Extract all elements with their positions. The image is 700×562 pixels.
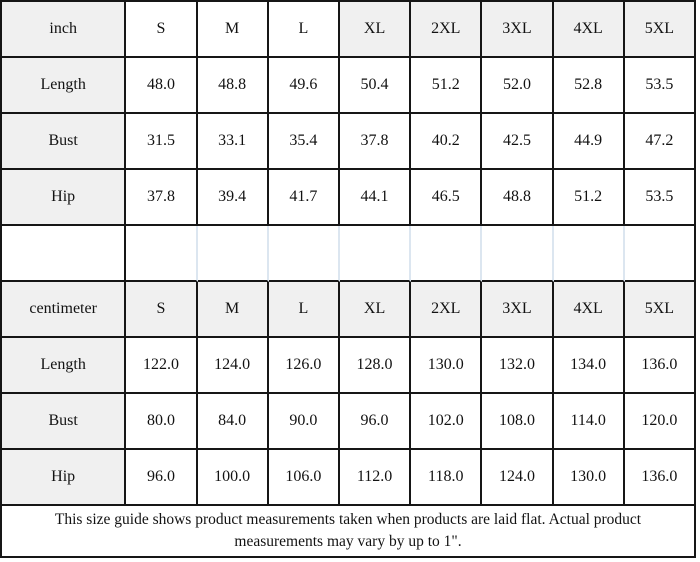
centimeter-length-row: [2, 338, 696, 394]
value-cell: 122.0: [126, 338, 197, 394]
size-header-cell: M: [198, 282, 269, 338]
size-header-cell: S: [126, 2, 197, 58]
empty-cell: [554, 226, 625, 282]
size-header-cell: 2XL: [411, 282, 482, 338]
size-header-cell: 2XL: [411, 2, 482, 58]
value-cell: 132.0: [482, 338, 553, 394]
value-cell: 90.0: [269, 394, 340, 450]
size-header-cell: L: [269, 282, 340, 338]
centimeter-bust-row: [2, 394, 696, 450]
value-cell: 136.0: [625, 450, 696, 506]
value-cell: 102.0: [411, 394, 482, 450]
value-cell: 41.7: [269, 170, 340, 226]
value-cell: 50.4: [340, 58, 411, 114]
value-cell: 44.1: [340, 170, 411, 226]
value-cell: 128.0: [340, 338, 411, 394]
size-header-cell: S: [126, 282, 197, 338]
value-cell: 130.0: [411, 338, 482, 394]
inch-header-row: [2, 2, 696, 58]
spacer-row: [2, 226, 696, 282]
note-cell: [2, 506, 696, 558]
value-cell: 44.9: [554, 114, 625, 170]
note-row: [2, 506, 696, 558]
value-cell: 48.8: [482, 170, 553, 226]
unit-cell-inch: inch: [2, 2, 126, 58]
value-cell: 53.5: [625, 170, 696, 226]
empty-cell: [269, 226, 340, 282]
value-cell: 124.0: [482, 450, 553, 506]
value-cell: 46.5: [411, 170, 482, 226]
value-cell: 33.1: [198, 114, 269, 170]
value-cell: 134.0: [554, 338, 625, 394]
value-cell: 124.0: [198, 338, 269, 394]
size-header-cell: M: [198, 2, 269, 58]
empty-cell: [2, 226, 126, 282]
value-cell: 136.0: [625, 338, 696, 394]
value-cell: 51.2: [554, 170, 625, 226]
size-header-cell: L: [269, 2, 340, 58]
inch-hip-row: [2, 170, 696, 226]
size-guide-note: This size guide shows product measurements taken when products are laid flat. Actual product measurements may vary by up to 1".: [54, 511, 642, 550]
row-label-cell: Length: [2, 338, 126, 394]
value-cell: 53.5: [625, 58, 696, 114]
value-cell: 96.0: [340, 394, 411, 450]
empty-cell: [625, 226, 696, 282]
value-cell: 108.0: [482, 394, 553, 450]
value-cell: 31.5: [126, 114, 197, 170]
value-cell: 48.8: [198, 58, 269, 114]
value-cell: 52.0: [482, 58, 553, 114]
row-label-cell: Bust: [2, 394, 126, 450]
value-cell: 42.5: [482, 114, 553, 170]
row-label-cell: Hip: [2, 450, 126, 506]
value-cell: 118.0: [411, 450, 482, 506]
value-cell: 37.8: [340, 114, 411, 170]
size-header-cell: 4XL: [554, 2, 625, 58]
value-cell: 51.2: [411, 58, 482, 114]
value-cell: 47.2: [625, 114, 696, 170]
row-label-cell: Hip: [2, 170, 126, 226]
centimeter-hip-row: [2, 450, 696, 506]
unit-cell-centimeter: centimeter: [2, 282, 126, 338]
value-cell: 84.0: [198, 394, 269, 450]
value-cell: 126.0: [269, 338, 340, 394]
value-cell: 39.4: [198, 170, 269, 226]
empty-cell: [126, 226, 197, 282]
row-label-cell: Length: [2, 58, 126, 114]
value-cell: 100.0: [198, 450, 269, 506]
value-cell: 112.0: [340, 450, 411, 506]
value-cell: 52.8: [554, 58, 625, 114]
size-header-cell: 3XL: [482, 2, 553, 58]
value-cell: 96.0: [126, 450, 197, 506]
row-label-cell: Bust: [2, 114, 126, 170]
size-header-cell: 5XL: [625, 2, 696, 58]
empty-cell: [482, 226, 553, 282]
value-cell: 80.0: [126, 394, 197, 450]
centimeter-header-row: [2, 282, 696, 338]
size-header-cell: 5XL: [625, 282, 696, 338]
value-cell: 35.4: [269, 114, 340, 170]
value-cell: 114.0: [554, 394, 625, 450]
empty-cell: [198, 226, 269, 282]
value-cell: 49.6: [269, 58, 340, 114]
size-header-cell: XL: [340, 2, 411, 58]
inch-bust-row: [2, 114, 696, 170]
size-header-cell: XL: [340, 282, 411, 338]
size-header-cell: 3XL: [482, 282, 553, 338]
value-cell: 130.0: [554, 450, 625, 506]
empty-cell: [340, 226, 411, 282]
value-cell: 37.8: [126, 170, 197, 226]
empty-cell: [411, 226, 482, 282]
value-cell: 120.0: [625, 394, 696, 450]
size-header-cell: 4XL: [554, 282, 625, 338]
value-cell: 106.0: [269, 450, 340, 506]
value-cell: 48.0: [126, 58, 197, 114]
value-cell: 40.2: [411, 114, 482, 170]
inch-length-row: [2, 58, 696, 114]
